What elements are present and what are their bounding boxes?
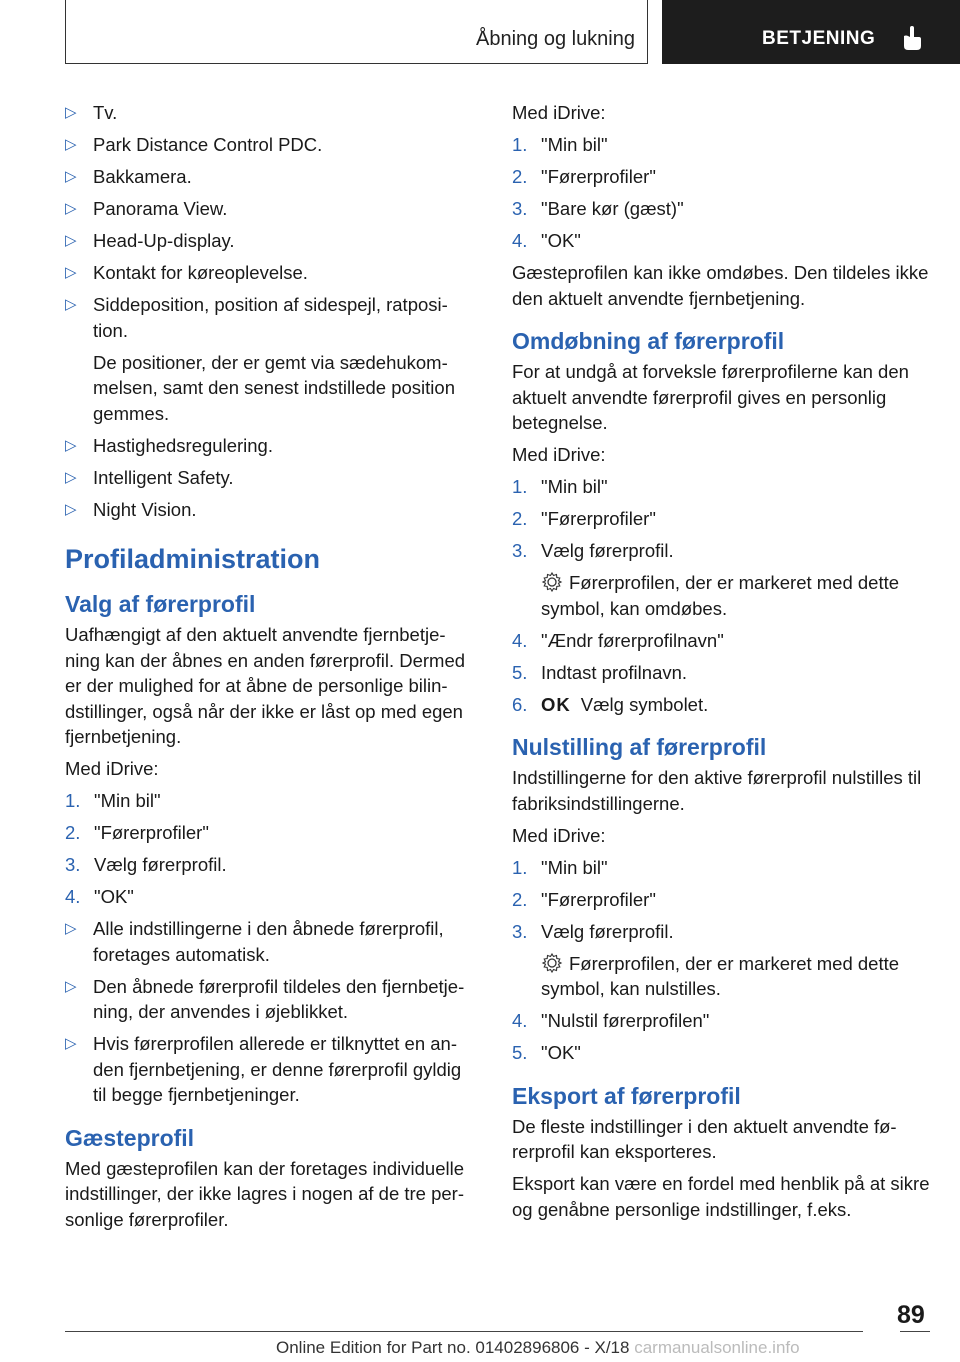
step-item: 3. Vælg førerprofil.: [512, 920, 674, 942]
bullet-item: ▷ Bakkamera.: [65, 164, 477, 190]
bullet-subtext: De positioner, der er gemt via sædehukom-melsen, samt den senest indstillede position gemmes.: [93, 351, 455, 424]
step-item: 1. "Min bil": [512, 476, 608, 497]
page-number: 89: [897, 1301, 925, 1329]
bullet-item: ▷ Alle indstillingerne i den åbnede førerprofil, foretages automatisk.: [65, 918, 444, 965]
triangle-right-outline-icon: ▷: [65, 436, 77, 454]
nul-text: Indstillingerne for den aktive førerprofil nulstilles til fabriksindstillingerne.: [512, 767, 922, 814]
heading-eksport: Eksport af førerprofil: [512, 1082, 741, 1109]
idrive-label: Med iDrive:: [512, 824, 606, 846]
bullet-item: ▷ Den åbnede førerprofil tildeles den fjernbetje-ning, der anvendes i øjeblikket.: [65, 975, 465, 1022]
step-item: 4. "OK": [65, 886, 134, 907]
gaest-note: Gæsteprofilen kan ikke omdøbes. Den tildeles ikke den aktuelt anvendte fjernbetjening.: [512, 262, 929, 309]
triangle-right-outline-icon: ▷: [65, 468, 77, 486]
triangle-right-outline-icon: ▷: [65, 232, 77, 249]
valg-text: Uafhængigt af den aktuelt anvendte fjernbetje-ning kan der åbnes en anden førerprofil. Dermed er der mulighed for at åbne de personlige bilin-dstillinger, også når der ikke er låst op med egen fjernbetjening.: [65, 624, 466, 747]
heading-gaesteprofil: Gæsteprofil: [65, 1124, 195, 1151]
triangle-right-outline-icon: ▷: [65, 977, 77, 995]
eks-text-1: De fleste indstillinger i den aktuelt anvendte fø-rerprofil kan eksporteres.: [512, 1115, 897, 1162]
step-item: 1. "Min bil": [512, 134, 608, 155]
step-item: 3. Vælg førerprofil.: [512, 540, 674, 561]
heading-profiladministration: Profiladministration: [65, 544, 321, 574]
triangle-right-outline-icon: ▷: [65, 200, 77, 217]
bullet-item: ▷ Siddeposition, position af sidespejl, ratposi-tion.: [65, 294, 448, 341]
step-item: 4. "Nulstil førerprofilen": [512, 1010, 710, 1031]
idrive-label: Med iDrive:: [512, 102, 606, 123]
heading-nulstilling: Nulstilling af førerprofil: [512, 734, 767, 760]
step-item: 2. "Førerprofiler": [65, 822, 209, 843]
bullet-item: ▷ Panorama View.: [65, 196, 477, 222]
gear-icon: [541, 571, 563, 593]
header-frame: [65, 0, 648, 64]
omd-text: For at undgå at forveksle førerprofilerne kan den aktuelt anvendte førerprofil gives en personlig betegnelse.: [512, 361, 909, 433]
bullet-item: ▷ Hvis førerprofilen allerede er tilknyttet en an-den fjernbetjening, er denne førerprofil gyldig til begge fjernbetjeninger.: [65, 1033, 462, 1105]
eks-text-2: Eksport kan være en fordel med henblik på at sikre og genåbne personlige indstillinger, f.eks.: [512, 1173, 930, 1220]
step-item: 1. "Min bil": [65, 790, 161, 811]
triangle-right-outline-icon: ▷: [65, 296, 77, 313]
step-item: 2. "Førerprofiler": [512, 166, 656, 187]
section-title: Åbning og lukning: [475, 28, 635, 50]
step-item: 3. Vælg førerprofil.: [65, 854, 227, 875]
step-item: 5. "OK": [512, 1042, 581, 1063]
step-item: 6. OK Vælg symbolet.: [512, 692, 932, 718]
heading-omdobning: Omdøbning af førerprofil: [512, 328, 785, 354]
step-item: 3. "Bare kør (gæst)": [512, 198, 684, 219]
bullet-item: ▷ Tv.: [65, 100, 477, 126]
triangle-right-outline-icon: ▷: [65, 104, 77, 121]
bullet-item: ▷ Park Distance Control PDC.: [65, 132, 477, 158]
footer-divider: [900, 1331, 930, 1332]
step-item: 5. Indtast profilnavn.: [512, 661, 688, 683]
gaest-text: Med gæsteprofilen kan der foretages individuelle indstillinger, der ikke lagres i nogen af de tre per-sonlige førerprofiler.: [65, 1157, 465, 1230]
step-subtext: Førerprofilen, der er markeret med dette symbol, kan nulstilles.: [541, 952, 900, 999]
chapter-title: BETJENING: [762, 28, 876, 49]
bullet-item: ▷ Kontakt for køreoplevelse.: [65, 260, 477, 286]
left-column: [65, 100, 477, 1239]
triangle-right-outline-icon: ▷: [65, 136, 77, 153]
triangle-right-outline-icon: ▷: [65, 264, 77, 281]
step-item: 4. "Ændr førerprofilnavn": [512, 629, 724, 651]
triangle-right-outline-icon: ▷: [65, 500, 77, 518]
triangle-right-outline-icon: ▷: [65, 920, 77, 937]
bullet-item: ▷ Intelligent Safety.: [65, 465, 477, 491]
idrive-label: Med iDrive:: [512, 444, 606, 465]
step-subtext: Førerprofilen, der er markeret med dette symbol, kan omdøbes.: [541, 572, 900, 619]
gear-icon: [541, 952, 563, 974]
bullet-item: ▷ Hastighedsregulering.: [65, 433, 477, 459]
hand-pointing-icon: [898, 24, 926, 52]
footer-text: [276, 1338, 800, 1358]
step-item: 2. "Førerprofiler": [512, 508, 656, 529]
triangle-right-outline-icon: ▷: [65, 168, 77, 185]
edition-label: Online Edition for Part no. 01402896806 - X/18: [276, 1338, 630, 1357]
step-item: 2. "Førerprofiler": [512, 888, 656, 910]
step-item: 4. "OK": [512, 230, 581, 251]
right-column: [512, 100, 932, 1229]
triangle-right-outline-icon: ▷: [65, 1035, 77, 1052]
bullet-item: ▷ Night Vision.: [65, 497, 477, 523]
footer-divider: [65, 1331, 863, 1332]
watermark: carmanualsonline.info: [634, 1338, 800, 1357]
heading-valg: Valg af førerprofil: [65, 591, 256, 617]
step-item: 1. "Min bil": [512, 856, 608, 878]
chapter-tab: [662, 0, 960, 64]
bullet-item: ▷ Head-Up-display.: [65, 228, 477, 254]
idrive-label: Med iDrive:: [65, 758, 159, 779]
ok-icon: OK: [541, 693, 571, 715]
